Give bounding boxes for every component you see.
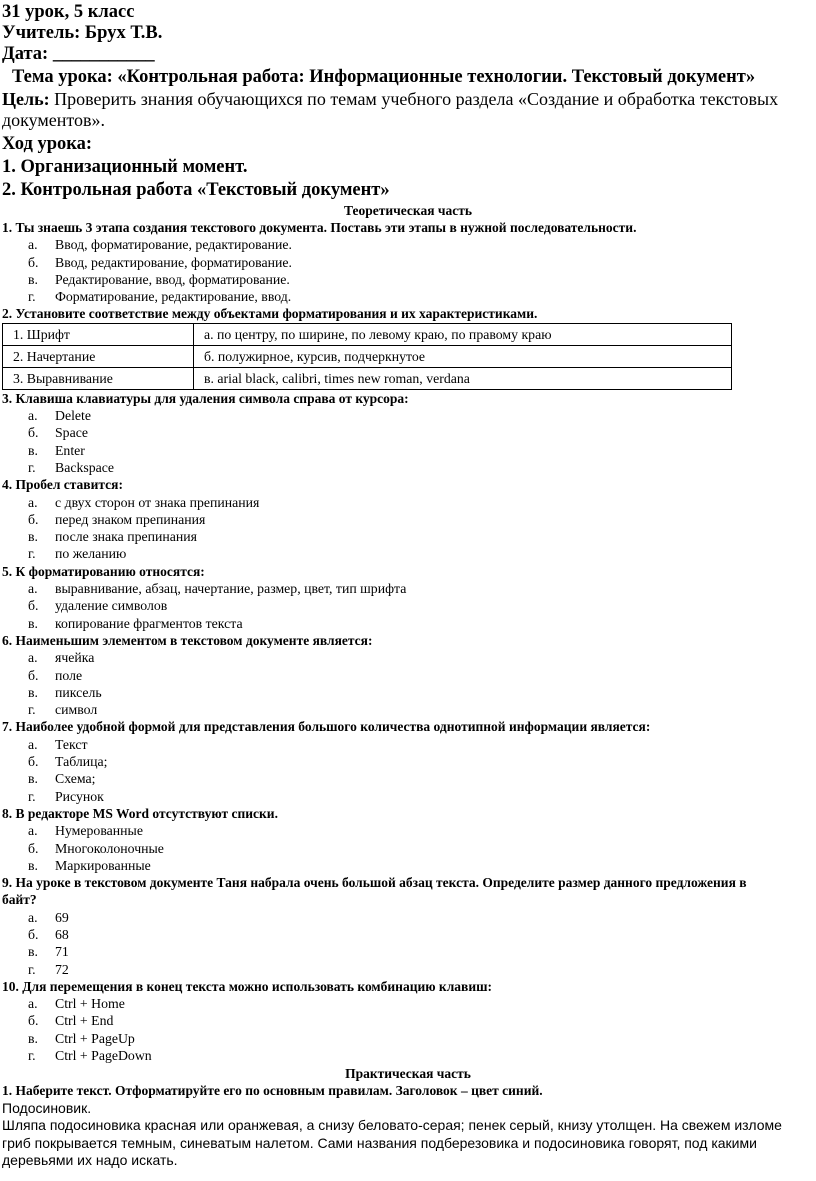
- question-9-options: [0, 909, 816, 978]
- question-6: 6. Наименьшим элементом в текстовом документе является:: [2, 632, 373, 648]
- option: в. Маркированные: [28, 857, 151, 873]
- practice-title: Практическая часть: [345, 1066, 471, 1082]
- table-row: 2. Начертание б. полужирное, курсив, подчеркнутое: [3, 345, 732, 367]
- question-8-options: [0, 822, 816, 874]
- option: в. после знака препинания: [28, 529, 198, 545]
- option: б. Space: [28, 425, 88, 441]
- option: в. копирование фрагментов текста: [28, 615, 243, 631]
- goal-text: Проверить знания обучающихся по темам учебного раздела «Создание и обработка текстовых документов».: [2, 89, 779, 130]
- table-row: 3. Выравнивание в. arial black, calibri, times new roman, verdana: [3, 367, 732, 389]
- flow-step-1: 1. Организационный момент.: [2, 157, 248, 177]
- question-7-options: [0, 736, 816, 805]
- question-1-options: [0, 236, 816, 305]
- option: в. Enter: [28, 442, 85, 458]
- option: а. выравнивание, абзац, начертание, размер, цвет, тип шрифта: [28, 581, 407, 597]
- option: а. Текст: [28, 736, 88, 752]
- question-1: 1. Ты знаешь 3 этапа создания текстового документа. Поставь эти этапы в нужной последовательности.: [2, 220, 637, 235]
- option: в. Ctrl + PageUp: [28, 1030, 135, 1046]
- question-9: 9. На уроке в текстовом документе Таня набрала очень большой абзац текста. Определите размер данного предложения в байт?: [2, 875, 747, 908]
- option: в. 71: [28, 944, 69, 960]
- option: г. по желанию: [28, 546, 127, 562]
- option: б. 68: [28, 926, 69, 942]
- lesson-topic: Тема урока: «Контрольная работа: Информационные технологии. Текстовый документ»: [12, 67, 756, 87]
- question-7: 7. Наиболее удобной формой для представления большого количества однотипной информации является:: [2, 719, 651, 735]
- practice-text-body: Шляпа подосиновика красная или оранжевая, а снизу беловато-серая; пенек серый, книзу утолщен. На свежем изломе гриб покрывается темным, синеватым налетом. Сами названия подберезовика и подосиновика говорят, под какими деревьями их надо искать.: [2, 1117, 782, 1169]
- question-6-options: [0, 649, 816, 718]
- lesson-goal: [0, 89, 816, 131]
- theory-title: Теоретическая часть: [343, 203, 473, 218]
- question-8: 8. В редакторе MS Word отсутствуют списки.: [2, 805, 278, 821]
- option: г. Форматирование, редактирование, ввод.: [28, 289, 292, 305]
- flow-step-2: 2. Контрольная работа «Текстовый документ»: [2, 180, 390, 200]
- option: г. Backspace: [28, 459, 114, 475]
- option: б. Ctrl + End: [28, 1013, 114, 1029]
- question-3-options: [0, 407, 816, 476]
- option: б. удаление символов: [28, 598, 168, 614]
- date-line: Дата: ___________: [2, 44, 155, 64]
- question-4-options: [0, 494, 816, 563]
- option: а. Ввод, форматирование, редактирование.: [28, 237, 292, 253]
- lesson-line: 31 урок, 5 класс: [2, 2, 135, 22]
- flow-heading: Ход урока:: [2, 134, 93, 154]
- option: б. поле: [28, 667, 83, 683]
- option: а. 69: [28, 909, 69, 925]
- question-5-options: [0, 580, 816, 632]
- option: б. перед знаком препинания: [28, 511, 206, 527]
- teacher-line: Учитель: Брух Т.В.: [2, 23, 163, 43]
- option: а. Нумерованные: [28, 823, 143, 839]
- option: б. Ввод, редактирование, форматирование.: [28, 254, 292, 270]
- question-5: 5. К форматированию относятся:: [2, 563, 205, 579]
- option: а. Ctrl + Home: [28, 996, 125, 1012]
- option: в. Редактирование, ввод, форматирование.: [28, 271, 290, 287]
- question-10: 10. Для перемещения в конец текста можно использовать комбинацию клавиш:: [2, 978, 493, 994]
- question-2: 2. Установите соответствие между объектами форматирования и их характеристиками.: [2, 306, 538, 322]
- table-row: 1. Шрифт а. по центру, по ширине, по левому краю, по правому краю: [3, 323, 732, 345]
- question-4: 4. Пробел ставится:: [2, 477, 123, 493]
- option: г. символ: [28, 702, 98, 718]
- practice-text-title: Подосиновик.: [2, 1099, 92, 1116]
- option: в. пиксель: [28, 684, 102, 700]
- option: г. 72: [28, 961, 69, 977]
- option: в. Схема;: [28, 771, 96, 787]
- question-3: 3. Клавиша клавиатуры для удаления символа справа от курсора:: [2, 390, 409, 406]
- matching-table: [2, 323, 732, 390]
- goal-label: Цель:: [2, 89, 50, 109]
- option: а. Delete: [28, 408, 92, 424]
- option: г. Ctrl + PageDown: [28, 1048, 152, 1064]
- option: б. Многоколоночные: [28, 840, 164, 856]
- practice-task-1: 1. Наберите текст. Отформатируйте его по основным правилам. Заголовок – цвет синий.: [2, 1083, 543, 1099]
- option: а. ячейка: [28, 650, 95, 666]
- option: б. Таблица;: [28, 754, 108, 770]
- question-10-options: [0, 995, 816, 1064]
- option: г. Рисунок: [28, 788, 104, 804]
- option: а. с двух сторон от знака препинания: [28, 494, 260, 510]
